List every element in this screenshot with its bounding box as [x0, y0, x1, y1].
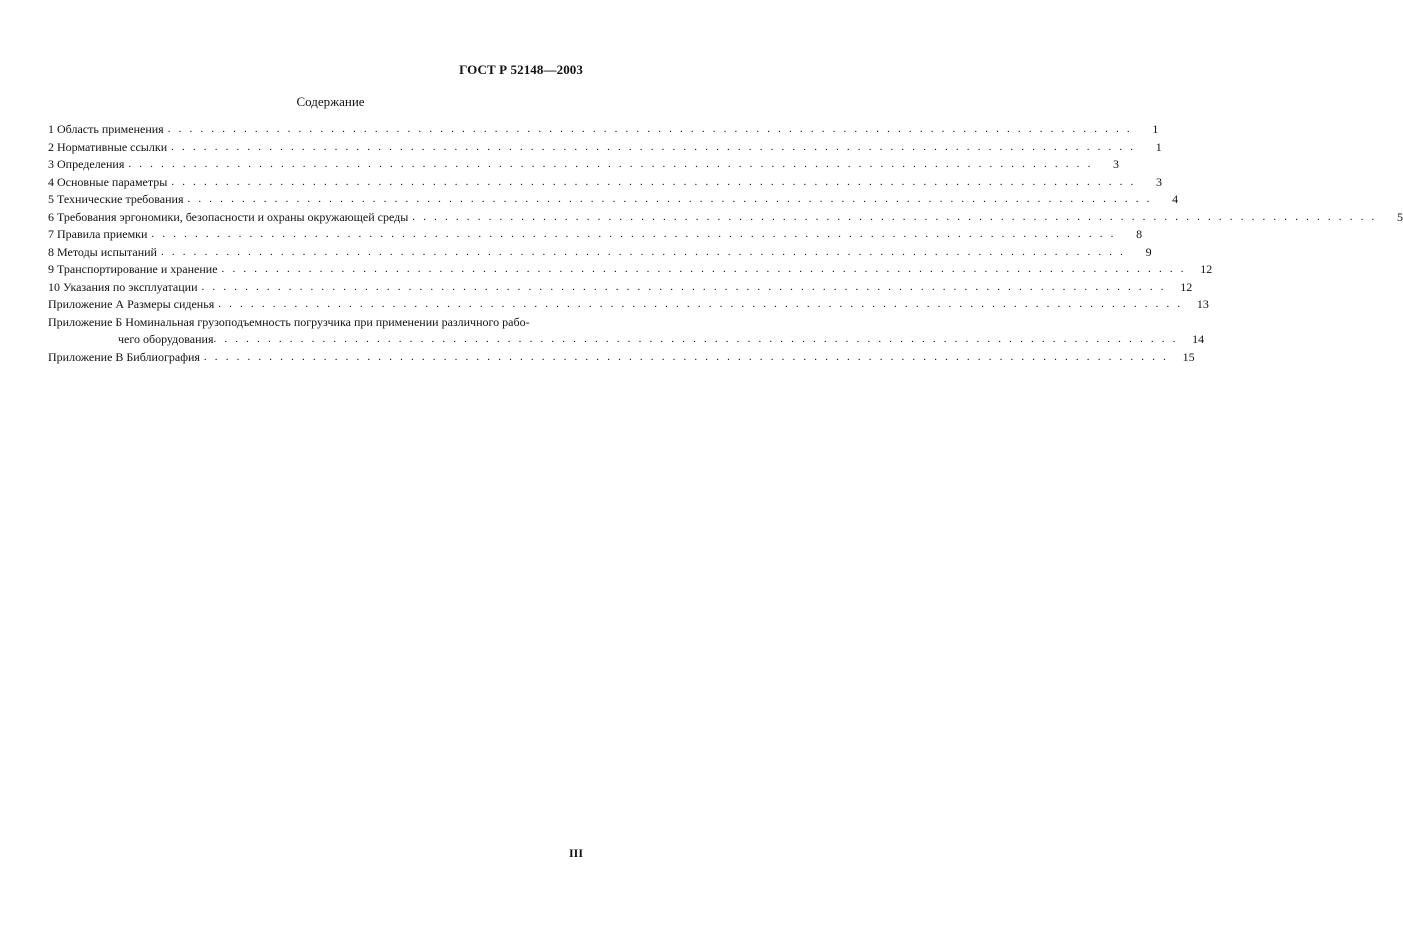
dot-leader: . . . . . . . . . . . . . . . . . . . . . . . . . . . . . . . . . . . . . . . . . . . . . . . . . . . . . . . . . . . . . . . . . . . . . . . . . . . . . . . . . . . . . . . . .: [213, 333, 1179, 345]
toc-entry[interactable]: [48, 296, 1209, 314]
toc-entry-page: 3: [1156, 174, 1162, 189]
toc-entry[interactable]: [48, 121, 1159, 139]
dot-leader: . . . . . . . . . . . . . . . . . . . . . . . . . . . . . . . . . . . . . . . . . . . . . . . . . . . . . . . . . . . . . . . . . . . . . . . . . . . . . . . . . . . . . . . . .: [128, 158, 1094, 170]
toc-entry-title: 4 Основные параметры: [48, 174, 168, 189]
toc-entry-page: 1: [1152, 122, 1159, 136]
toc-entry[interactable]: [48, 139, 1162, 157]
toc-entry-title: 10 Указания по эксплуатации: [48, 279, 198, 294]
toc-entry-page: 1: [1155, 139, 1162, 154]
toc-entry-title: 2 Нормативные ссылки: [48, 139, 168, 154]
toc-entry[interactable]: [48, 349, 1195, 367]
toc-entry-title: 7 Правила приемки: [48, 227, 148, 241]
dot-leader: . . . . . . . . . . . . . . . . . . . . . . . . . . . . . . . . . . . . . . . . . . . . . . . . . . . . . . . . . . . . . . . . . . . . . . . . . . . . . . . . . . . . . . . . .: [412, 210, 1377, 223]
dot-leader: . . . . . . . . . . . . . . . . . . . . . . . . . . . . . . . . . . . . . . . . . . . . . . . . . . . . . . . . . . . . . . . . . . . . . . . . . . . . . . . . . . . . . . . . .: [203, 350, 1169, 363]
dot-leader: . . . . . . . . . . . . . . . . . . . . . . . . . . . . . . . . . . . . . . . . . . . . . . . . . . . . . . . . . . . . . . . . . . . . . . . . . . . . . . . . . . . . . . . . .: [218, 298, 1183, 310]
toc-entry-page: 15: [1182, 349, 1195, 364]
toc-entry-title: Приложение Б Номинальная грузоподъемность погрузчика при применении различного рабо-: [48, 314, 530, 329]
toc-entry-title: 8 Методы испытаний: [48, 244, 157, 259]
toc-entry-title: 1 Область применения: [48, 122, 164, 136]
toc-entry-page: 12: [1180, 279, 1193, 294]
toc-entry-page: 3: [1113, 157, 1120, 171]
toc-entry[interactable]: [48, 244, 1152, 262]
dot-leader: . . . . . . . . . . . . . . . . . . . . . . . . . . . . . . . . . . . . . . . . . . . . . . . . . . . . . . . . . . . . . . . . . . . . . . . . . . . . . . . . . . . . . . . . .: [201, 280, 1167, 293]
toc-entry[interactable]: [48, 314, 1205, 349]
dot-leader: . . . . . . . . . . . . . . . . . . . . . . . . . . . . . . . . . . . . . . . . . . . . . . . . . . . . . . . . . . . . . . . . . . . . . . . . . . . . . . . . . . . . . . . . .: [171, 140, 1136, 153]
dot-leader: . . . . . . . . . . . . . . . . . . . . . . . . . . . . . . . . . . . . . . . . . . . . . . . . . . . . . . . . . . . . . . . . . . . . . . . . . . . . . . . . . . . . . . . . .: [187, 193, 1153, 205]
page-number: III: [568, 846, 583, 860]
toc-entry[interactable]: [48, 209, 1403, 227]
toc-entry-page: 14: [1192, 332, 1205, 346]
table-of-contents: [48, 121, 1403, 366]
dot-leader: . . . . . . . . . . . . . . . . . . . . . . . . . . . . . . . . . . . . . . . . . . . . . . . . . . . . . . . . . . . . . . . . . . . . . . . . . . . . . . . . . . . . . . . . .: [171, 175, 1136, 188]
dot-leader: . . . . . . . . . . . . . . . . . . . . . . . . . . . . . . . . . . . . . . . . . . . . . . . . . . . . . . . . . . . . . . . . . . . . . . . . . . . . . . . . . . . . . . . . .: [151, 228, 1117, 240]
toc-entry-title: Приложение В Библиография: [48, 349, 200, 364]
toc-entry[interactable]: [48, 261, 1213, 279]
document-code: ГОСТ Р 52148—2003: [459, 62, 583, 77]
toc-entry-page: 12: [1200, 262, 1213, 276]
dot-leader: . . . . . . . . . . . . . . . . . . . . . . . . . . . . . . . . . . . . . . . . . . . . . . . . . . . . . . . . . . . . . . . . . . . . . . . . . . . . . . . . . . . . . . . . .: [221, 263, 1187, 275]
toc-entry-title-continued: чего оборудования: [118, 332, 214, 346]
toc-entry-page: 8: [1136, 227, 1143, 241]
toc-entry-title: 9 Транспортирование и хранение: [48, 262, 218, 276]
toc-entry-page: 5: [1396, 209, 1403, 224]
toc-title: Содержание: [296, 94, 365, 109]
dot-leader: . . . . . . . . . . . . . . . . . . . . . . . . . . . . . . . . . . . . . . . . . . . . . . . . . . . . . . . . . . . . . . . . . . . . . . . . . . . . . . . . . . . . . . . . .: [167, 123, 1133, 135]
toc-entry[interactable]: [48, 226, 1143, 244]
toc-entry-title: 5 Технические требования: [48, 192, 184, 206]
toc-entry-title: Приложение А Размеры сиденья: [48, 297, 215, 311]
toc-entry[interactable]: [48, 191, 1179, 209]
toc-entry-title: 6 Требования эргономики, безопасности и охраны окружающей среды: [48, 209, 409, 224]
toc-entry-page: 4: [1172, 192, 1179, 206]
toc-entry[interactable]: [48, 156, 1120, 174]
dot-leader: . . . . . . . . . . . . . . . . . . . . . . . . . . . . . . . . . . . . . . . . . . . . . . . . . . . . . . . . . . . . . . . . . . . . . . . . . . . . . . . . . . . . . . . . .: [160, 245, 1126, 258]
toc-entry-page: 9: [1145, 244, 1152, 259]
toc-entry-title: 3 Определения: [48, 157, 125, 171]
toc-entry[interactable]: [48, 279, 1193, 297]
toc-entry-page: 13: [1196, 297, 1209, 311]
toc-entry[interactable]: [48, 174, 1162, 192]
